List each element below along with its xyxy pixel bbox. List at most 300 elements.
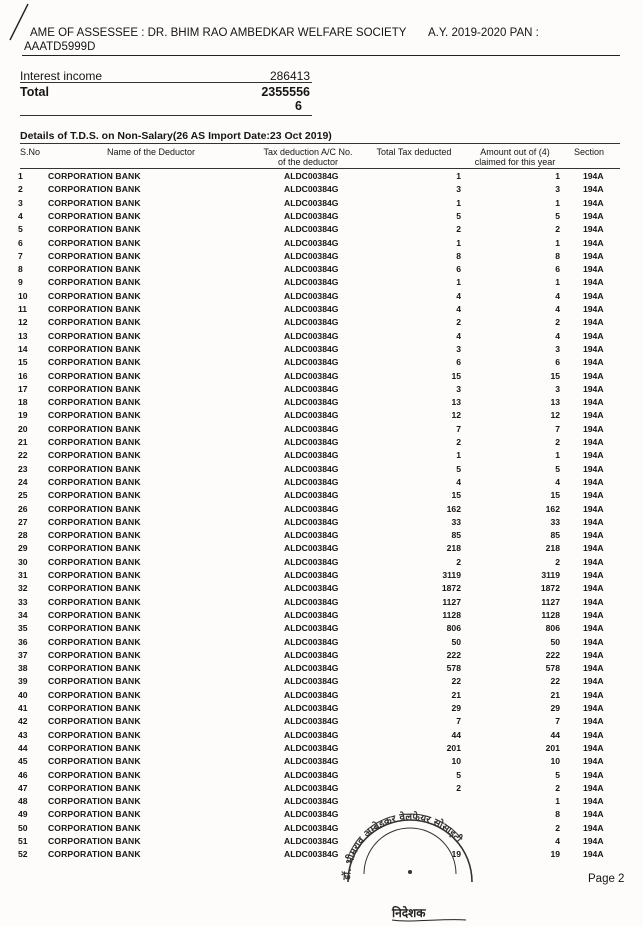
row-section: 194A bbox=[583, 330, 604, 341]
row-deductor-name: CORPORATION BANK bbox=[48, 437, 141, 447]
row-sno: 27 bbox=[18, 516, 28, 527]
row-total-tax: 7 bbox=[456, 423, 461, 434]
row-amount-claimed: 218 bbox=[545, 543, 560, 554]
row-deductor-name: CORPORATION BANK bbox=[48, 583, 141, 594]
row-tan: ALDC00384G bbox=[284, 809, 339, 820]
table-row bbox=[0, 503, 643, 516]
assessment-year-pan-label: A.Y. 2019-2020 PAN : bbox=[428, 27, 539, 39]
row-deductor-name: CORPORATION BANK bbox=[48, 516, 141, 527]
row-total-tax: 1128 bbox=[442, 609, 461, 620]
column-header-tan bbox=[256, 147, 360, 167]
row-total-tax: 15 bbox=[451, 490, 461, 501]
table-row bbox=[0, 556, 643, 569]
row-section: 194A bbox=[583, 197, 604, 208]
row-section: 194A bbox=[583, 809, 604, 820]
row-tan: ALDC00384G bbox=[284, 503, 339, 514]
row-total-tax: 2 bbox=[456, 437, 461, 447]
row-section: 194A bbox=[583, 516, 604, 527]
interest-income-value: 286413 bbox=[269, 69, 310, 83]
row-sno: 48 bbox=[18, 796, 28, 807]
row-amount-claimed: 3 bbox=[555, 343, 560, 354]
table-row bbox=[0, 636, 643, 649]
row-amount-claimed: 13 bbox=[550, 397, 560, 408]
row-section: 194A bbox=[583, 756, 604, 767]
row-tan: ALDC00384G bbox=[284, 822, 339, 833]
row-sno: 10 bbox=[18, 290, 28, 301]
row-deductor-name: CORPORATION BANK bbox=[48, 490, 141, 501]
row-tan: ALDC00384G bbox=[284, 623, 339, 634]
column-header-total-tax: Total Tax deducted bbox=[376, 147, 452, 157]
row-section: 194A bbox=[583, 716, 604, 727]
row-tan: ALDC00384G bbox=[284, 450, 339, 461]
row-deductor-name: CORPORATION BANK bbox=[48, 290, 141, 301]
row-sno: 52 bbox=[18, 849, 28, 860]
row-amount-claimed: 7 bbox=[555, 423, 560, 434]
assessee-name-line bbox=[30, 27, 539, 39]
row-sno: 49 bbox=[18, 809, 28, 820]
table-row bbox=[0, 436, 643, 449]
row-sno: 26 bbox=[18, 503, 28, 514]
row-section: 194A bbox=[583, 224, 604, 235]
table-row bbox=[0, 449, 643, 462]
total-value-continuation: 6 bbox=[295, 99, 302, 113]
table-row bbox=[0, 795, 643, 808]
row-sno: 42 bbox=[18, 716, 28, 727]
row-amount-claimed: 1 bbox=[555, 237, 560, 248]
column-header-sno: S.No bbox=[20, 147, 41, 157]
header-divider bbox=[22, 55, 620, 56]
row-tan: ALDC00384G bbox=[284, 397, 339, 408]
row-section: 194A bbox=[583, 530, 604, 541]
column-header-deductor-name: Name of the Deductor bbox=[106, 147, 196, 157]
row-deductor-name: CORPORATION BANK bbox=[48, 570, 141, 580]
table-row bbox=[0, 808, 643, 821]
column-header-amount-line2: claimed for this year bbox=[474, 157, 556, 167]
row-total-tax: 1 bbox=[456, 197, 461, 208]
table-row bbox=[0, 463, 643, 476]
total-label: Total bbox=[20, 85, 49, 99]
row-tan: ALDC00384G bbox=[284, 649, 339, 660]
row-deductor-name: CORPORATION BANK bbox=[48, 836, 141, 846]
row-deductor-name: CORPORATION BANK bbox=[48, 849, 141, 860]
row-total-tax: 12 bbox=[451, 410, 461, 421]
table-header-rule bbox=[20, 168, 620, 169]
row-tan: ALDC00384G bbox=[284, 224, 339, 235]
row-amount-claimed: 15 bbox=[550, 370, 560, 381]
table-row bbox=[0, 715, 643, 728]
row-deductor-name: CORPORATION BANK bbox=[48, 370, 141, 381]
row-amount-claimed: 3119 bbox=[541, 570, 560, 580]
table-row bbox=[0, 782, 643, 795]
row-sno: 20 bbox=[18, 423, 28, 434]
row-tan: ALDC00384G bbox=[284, 330, 339, 341]
row-tan: ALDC00384G bbox=[284, 264, 339, 275]
column-header-amount-claimed bbox=[470, 147, 560, 167]
row-total-tax: 15 bbox=[451, 370, 461, 381]
row-total-tax: 218 bbox=[446, 543, 461, 554]
page-number: Page 2 bbox=[588, 873, 625, 885]
row-tan: ALDC00384G bbox=[284, 609, 339, 620]
total-row bbox=[20, 85, 310, 99]
row-deductor-name: CORPORATION BANK bbox=[48, 676, 141, 687]
row-amount-claimed: 6 bbox=[555, 264, 560, 275]
row-total-tax: 578 bbox=[446, 663, 461, 674]
row-sno: 46 bbox=[18, 769, 28, 780]
row-amount-claimed: 162 bbox=[545, 503, 560, 514]
table-row bbox=[0, 529, 643, 542]
row-tan: ALDC00384G bbox=[284, 836, 339, 846]
row-amount-claimed: 4 bbox=[555, 304, 560, 314]
row-tan: ALDC00384G bbox=[284, 849, 339, 860]
row-deductor-name: CORPORATION BANK bbox=[48, 769, 141, 780]
row-total-tax: 2 bbox=[456, 782, 461, 793]
row-tan: ALDC00384G bbox=[284, 237, 339, 248]
row-deductor-name: CORPORATION BANK bbox=[48, 304, 141, 314]
row-section: 194A bbox=[583, 623, 604, 634]
row-amount-claimed: 2 bbox=[555, 822, 560, 833]
row-deductor-name: CORPORATION BANK bbox=[48, 277, 141, 288]
row-amount-claimed: 3 bbox=[555, 383, 560, 394]
table-row bbox=[0, 383, 643, 396]
row-amount-claimed: 4 bbox=[555, 836, 560, 846]
row-section: 194A bbox=[583, 782, 604, 793]
table-row bbox=[0, 263, 643, 276]
row-section: 194A bbox=[583, 383, 604, 394]
row-amount-claimed: 1127 bbox=[541, 596, 560, 607]
row-tan: ALDC00384G bbox=[284, 596, 339, 607]
tds-details-title: Details of T.D.S. on Non-Salary(26 AS Import Date:23 Oct 2019) bbox=[20, 130, 332, 142]
row-tan: ALDC00384G bbox=[284, 197, 339, 208]
table-row bbox=[0, 330, 643, 343]
column-header-amount-line1: Amount out of (4) bbox=[480, 147, 550, 157]
row-total-tax: 1872 bbox=[441, 583, 461, 594]
row-section: 194A bbox=[583, 742, 604, 753]
row-total-tax: 21 bbox=[451, 689, 461, 700]
row-deductor-name: CORPORATION BANK bbox=[48, 343, 141, 354]
row-deductor-name: CORPORATION BANK bbox=[48, 197, 141, 208]
row-sno: 11 bbox=[18, 304, 28, 314]
row-total-tax: 33 bbox=[451, 516, 461, 527]
row-tan: ALDC00384G bbox=[284, 703, 339, 713]
row-sno: 4 bbox=[18, 210, 23, 221]
row-sno: 19 bbox=[18, 410, 28, 421]
row-total-tax: 222 bbox=[446, 649, 461, 660]
row-tan: ALDC00384G bbox=[284, 304, 339, 314]
row-section: 194A bbox=[583, 556, 604, 567]
row-sno: 25 bbox=[18, 490, 28, 501]
column-header-tan-line1: Tax deduction A/C No. bbox=[263, 147, 353, 157]
row-sno: 37 bbox=[18, 649, 28, 660]
table-row bbox=[0, 276, 643, 289]
row-sno: 12 bbox=[18, 317, 28, 328]
row-tan: ALDC00384G bbox=[284, 383, 339, 394]
row-tan: ALDC00384G bbox=[284, 463, 339, 474]
row-deductor-name: CORPORATION BANK bbox=[48, 636, 141, 647]
row-section: 194A bbox=[583, 570, 604, 580]
row-amount-claimed: 5 bbox=[555, 210, 560, 221]
signature-text: निदेशक bbox=[392, 906, 426, 920]
row-total-tax: 1127 bbox=[442, 596, 461, 607]
row-total-tax: 1 bbox=[456, 171, 461, 181]
row-sno: 29 bbox=[18, 543, 28, 554]
row-sno: 16 bbox=[18, 370, 28, 381]
table-row bbox=[0, 476, 643, 489]
row-section: 194A bbox=[583, 729, 604, 740]
row-section: 194A bbox=[583, 184, 604, 195]
row-total-tax: 4 bbox=[456, 476, 461, 487]
row-amount-claimed: 21 bbox=[550, 689, 560, 700]
row-deductor-name: CORPORATION BANK bbox=[48, 450, 141, 461]
row-section: 194A bbox=[583, 649, 604, 660]
row-section: 194A bbox=[583, 450, 604, 461]
table-row bbox=[0, 729, 643, 742]
row-section: 194A bbox=[583, 849, 604, 860]
row-sno: 22 bbox=[18, 450, 28, 461]
table-row bbox=[0, 609, 643, 622]
row-section: 194A bbox=[583, 676, 604, 687]
row-total-tax: 5 bbox=[456, 769, 461, 780]
row-total-tax: 22 bbox=[451, 676, 461, 687]
table-row bbox=[0, 516, 643, 529]
row-amount-claimed: 201 bbox=[545, 742, 560, 753]
row-section: 194A bbox=[583, 583, 604, 594]
row-sno: 34 bbox=[18, 609, 28, 620]
row-total-tax: 8 bbox=[456, 250, 461, 261]
row-section: 194A bbox=[583, 822, 604, 833]
row-section: 194A bbox=[583, 357, 604, 368]
row-section: 194A bbox=[583, 290, 604, 301]
row-deductor-name: CORPORATION BANK bbox=[48, 184, 141, 195]
row-sno: 41 bbox=[18, 703, 28, 713]
row-amount-claimed: 2 bbox=[555, 782, 560, 793]
row-amount-claimed: 1128 bbox=[541, 609, 560, 620]
row-tan: ALDC00384G bbox=[284, 184, 339, 195]
row-amount-claimed: 19 bbox=[550, 849, 560, 860]
table-row bbox=[0, 569, 643, 582]
row-total-tax: 4 bbox=[456, 290, 461, 301]
row-deductor-name: CORPORATION BANK bbox=[48, 423, 141, 434]
row-sno: 51 bbox=[18, 836, 28, 846]
row-sno: 33 bbox=[18, 596, 28, 607]
row-section: 194A bbox=[583, 264, 604, 275]
table-row bbox=[0, 835, 643, 848]
table-row bbox=[0, 675, 643, 688]
row-deductor-name: CORPORATION BANK bbox=[48, 210, 141, 221]
row-deductor-name: CORPORATION BANK bbox=[48, 237, 141, 248]
row-deductor-name: CORPORATION BANK bbox=[48, 556, 141, 567]
row-deductor-name: CORPORATION BANK bbox=[48, 796, 141, 807]
row-deductor-name: CORPORATION BANK bbox=[48, 756, 141, 767]
row-total-tax: 2 bbox=[456, 317, 461, 328]
row-sno: 17 bbox=[18, 383, 28, 394]
row-total-tax: 2 bbox=[456, 224, 461, 235]
row-tan: ALDC00384G bbox=[284, 357, 339, 368]
society-seal-stamp bbox=[330, 770, 490, 900]
row-amount-claimed: 2 bbox=[555, 317, 560, 328]
row-tan: ALDC00384G bbox=[284, 570, 339, 580]
table-row bbox=[0, 848, 643, 861]
row-tan: ALDC00384G bbox=[284, 530, 339, 541]
row-amount-claimed: 1 bbox=[555, 277, 560, 288]
row-total-tax: 162 bbox=[446, 503, 461, 514]
row-amount-claimed: 33 bbox=[550, 516, 560, 527]
row-amount-claimed: 1 bbox=[555, 796, 560, 807]
row-deductor-name: CORPORATION BANK bbox=[48, 317, 141, 328]
row-total-tax: 5 bbox=[456, 210, 461, 221]
row-sno: 40 bbox=[18, 689, 28, 700]
row-tan: ALDC00384G bbox=[284, 476, 339, 487]
row-total-tax: 4 bbox=[456, 304, 461, 314]
row-sno: 24 bbox=[18, 476, 28, 487]
row-sno: 21 bbox=[18, 437, 28, 447]
signature-mark bbox=[390, 900, 470, 924]
row-section: 194A bbox=[583, 237, 604, 248]
row-amount-claimed: 4 bbox=[555, 476, 560, 487]
row-sno: 8 bbox=[18, 264, 23, 275]
row-section: 194A bbox=[583, 437, 604, 447]
table-row bbox=[0, 542, 643, 555]
row-tan: ALDC00384G bbox=[284, 543, 339, 554]
row-amount-claimed: 15 bbox=[550, 490, 560, 501]
table-row bbox=[0, 197, 643, 210]
row-total-tax: 10 bbox=[451, 756, 461, 767]
table-row bbox=[0, 769, 643, 782]
total-value: 2355556 bbox=[261, 85, 310, 99]
row-sno: 6 bbox=[18, 237, 23, 248]
row-tan: ALDC00384G bbox=[284, 676, 339, 687]
row-tan: ALDC00384G bbox=[284, 516, 339, 527]
assessee-name: AME OF ASSESSEE : DR. BHIM RAO AMBEDKAR WELFARE SOCIETY bbox=[30, 27, 407, 39]
row-tan: ALDC00384G bbox=[284, 210, 339, 221]
row-total-tax: 29 bbox=[451, 703, 461, 713]
table-top-rule bbox=[20, 143, 620, 144]
table-row bbox=[0, 662, 643, 675]
row-section: 194A bbox=[583, 317, 604, 328]
row-deductor-name: CORPORATION BANK bbox=[48, 264, 141, 275]
row-deductor-name: CORPORATION BANK bbox=[48, 224, 141, 235]
row-total-tax: 7 bbox=[456, 716, 461, 727]
row-section: 194A bbox=[583, 463, 604, 474]
row-tan: ALDC00384G bbox=[284, 636, 339, 647]
row-section: 194A bbox=[583, 596, 604, 607]
row-section: 194A bbox=[583, 250, 604, 261]
column-header-tan-line2: of the deductor bbox=[277, 157, 339, 167]
row-sno: 13 bbox=[18, 330, 28, 341]
row-amount-claimed: 85 bbox=[550, 530, 560, 541]
row-amount-claimed: 1 bbox=[555, 450, 560, 461]
row-section: 194A bbox=[583, 304, 604, 314]
column-header-section: Section bbox=[573, 147, 605, 157]
row-total-tax: 2 bbox=[456, 556, 461, 567]
table-row bbox=[0, 742, 643, 755]
row-amount-claimed: 7 bbox=[555, 716, 560, 727]
row-amount-claimed: 5 bbox=[555, 769, 560, 780]
row-section: 194A bbox=[583, 796, 604, 807]
row-total-tax: 806 bbox=[446, 623, 461, 634]
row-sno: 47 bbox=[18, 782, 28, 793]
row-deductor-name: CORPORATION BANK bbox=[48, 330, 141, 341]
row-amount-claimed: 2 bbox=[555, 437, 560, 447]
row-section: 194A bbox=[583, 769, 604, 780]
row-deductor-name: CORPORATION BANK bbox=[48, 596, 141, 607]
row-section: 194A bbox=[583, 370, 604, 381]
row-total-tax: 3 bbox=[456, 383, 461, 394]
row-amount-claimed: 5 bbox=[555, 463, 560, 474]
row-tan: ALDC00384G bbox=[284, 317, 339, 328]
table-row bbox=[0, 396, 643, 409]
row-section: 194A bbox=[583, 503, 604, 514]
row-tan: ALDC00384G bbox=[284, 663, 339, 674]
row-section: 194A bbox=[583, 277, 604, 288]
row-tan: ALDC00384G bbox=[284, 556, 339, 567]
row-tan: ALDC00384G bbox=[284, 756, 339, 767]
row-total-tax: 6 bbox=[456, 357, 461, 368]
row-deductor-name: CORPORATION BANK bbox=[48, 729, 141, 740]
row-sno: 39 bbox=[18, 676, 28, 687]
row-total-tax: 19 bbox=[451, 849, 461, 860]
row-tan: ALDC00384G bbox=[284, 277, 339, 288]
table-row bbox=[0, 489, 643, 502]
row-sno: 18 bbox=[18, 397, 28, 408]
table-row bbox=[0, 596, 643, 609]
row-sno: 35 bbox=[18, 623, 28, 634]
row-amount-claimed: 1 bbox=[555, 197, 560, 208]
interest-income-label: Interest income bbox=[20, 69, 103, 83]
row-section: 194A bbox=[583, 410, 604, 421]
row-tan: ALDC00384G bbox=[284, 796, 339, 807]
row-sno: 23 bbox=[18, 463, 28, 474]
table-row bbox=[0, 702, 643, 715]
row-sno: 32 bbox=[18, 583, 28, 594]
row-tan: ALDC00384G bbox=[284, 343, 339, 354]
table-row bbox=[0, 423, 643, 436]
row-total-tax: 1 bbox=[456, 450, 461, 461]
row-sno: 38 bbox=[18, 663, 28, 674]
row-amount-claimed: 8 bbox=[555, 809, 560, 820]
row-deductor-name: CORPORATION BANK bbox=[48, 463, 141, 474]
row-amount-claimed: 6 bbox=[555, 357, 560, 368]
table-row bbox=[0, 689, 643, 702]
row-total-tax: 3119 bbox=[442, 570, 461, 580]
row-deductor-name: CORPORATION BANK bbox=[48, 716, 141, 727]
row-deductor-name: CORPORATION BANK bbox=[48, 476, 141, 487]
row-amount-claimed: 4 bbox=[555, 330, 560, 341]
table-row bbox=[0, 582, 643, 595]
row-section: 194A bbox=[583, 423, 604, 434]
table-row bbox=[0, 356, 643, 369]
table-row bbox=[0, 343, 643, 356]
row-deductor-name: CORPORATION BANK bbox=[48, 742, 141, 753]
row-tan: ALDC00384G bbox=[284, 716, 339, 727]
pan-value: AAATD5999D bbox=[24, 41, 96, 53]
table-row bbox=[0, 183, 643, 196]
row-tan: ALDC00384G bbox=[284, 769, 339, 780]
row-section: 194A bbox=[583, 171, 604, 181]
row-section: 194A bbox=[583, 343, 604, 354]
row-deductor-name: CORPORATION BANK bbox=[48, 357, 141, 368]
row-section: 194A bbox=[583, 210, 604, 221]
table-row bbox=[0, 237, 643, 250]
row-tan: ALDC00384G bbox=[284, 370, 339, 381]
table-row bbox=[0, 170, 643, 183]
row-sno: 14 bbox=[18, 343, 28, 354]
row-tan: ALDC00384G bbox=[284, 583, 339, 594]
row-total-tax: 13 bbox=[451, 397, 461, 408]
row-amount-claimed: 222 bbox=[545, 649, 560, 660]
interest-income-row bbox=[20, 69, 310, 83]
row-section: 194A bbox=[583, 689, 604, 700]
row-deductor-name: CORPORATION BANK bbox=[48, 530, 141, 541]
